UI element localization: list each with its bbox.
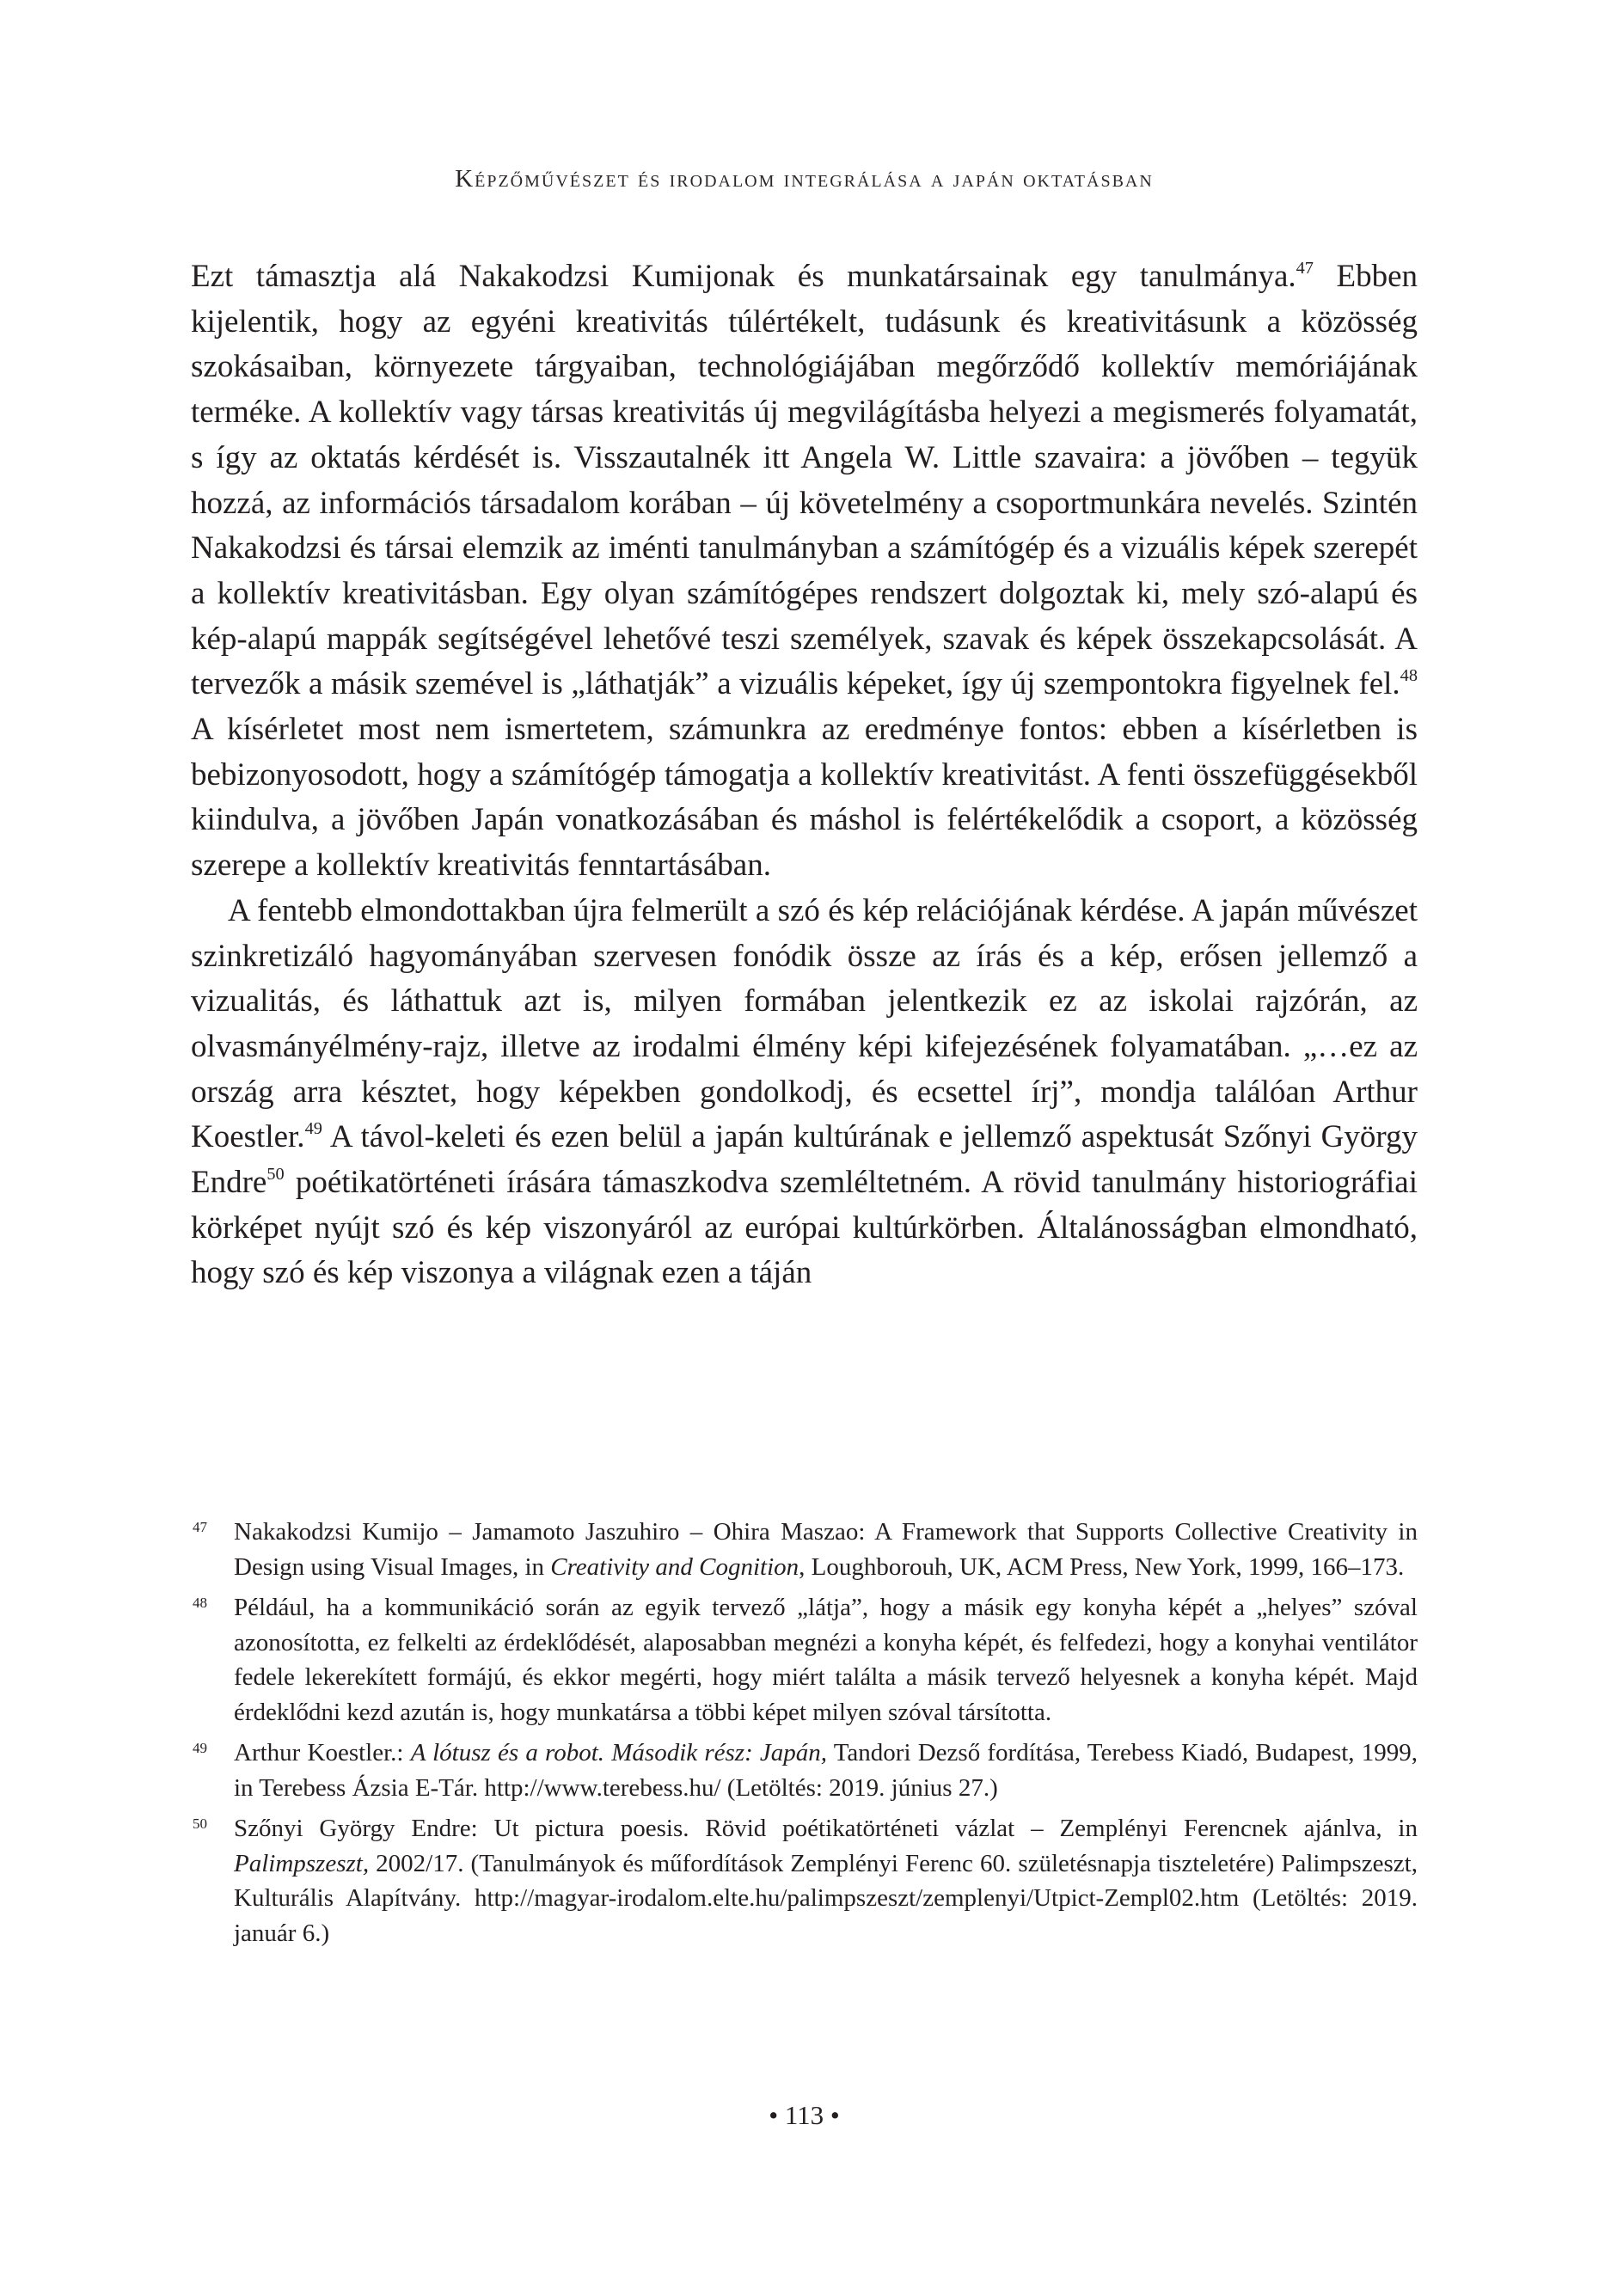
footnote-ref-50[interactable]: 50 (266, 1164, 285, 1184)
footnote-text: Tandori Dezső fordítása, Terebess Kiadó, Budapest, 1999, in Terebess Ázsia E-Tár. http://www.terebess.hu/ (Letöltés: 2019. június 27.) (234, 1739, 1418, 1802)
footnotes (191, 1515, 1418, 1956)
page-number: • 113 • (769, 2100, 840, 2130)
body-text (191, 254, 1418, 1296)
paragraph-1-text-c: A kísérletet most nem ismertetem, számunkra az eredménye fontos: ebben a kísérletben is bebizonyosodott, hogy a számítógép támogatja a kollektív kreativitást. A fenti összefüggésekből kiindulva, a jövőben Japán vonatkozásában és máshol is felértékelődik a csoport, a közösség szerepe a kollektív kreativitás fenntartásában. (191, 712, 1418, 884)
footnote-text: Szőnyi György Endre: Ut pictura poesis. Rövid poétikatörténeti vázlat – Zemplényi Ferencnek ajánlva, in (234, 1815, 1418, 1842)
footnote-47 (191, 1515, 1418, 1584)
footnote-ref-47[interactable]: 47 (1296, 258, 1314, 278)
footnote-title: Creativity and Cognition (550, 1552, 799, 1581)
footnote-48 (191, 1590, 1418, 1730)
footnote-number: 50 (193, 1815, 207, 1832)
paragraph-1 (191, 254, 1418, 889)
footnote-text: Például, ha a kommunikáció során az egyik tervező „látja”, hogy a másik egy konyha képét a „helyes” szóval azonosította, ez felkelti az érdeklődését, alaposabban megnézi a konyha képét, és felfedezi, hogy a konyhai ventilátor fedele lekerekített formájú, és ekkor megérti, hogy miért találta a másik tervező helyesnek a konyha képét. Majd érdeklődni kezd azután is, hogy munkatársa a többi képet milyen szóval társította. (234, 1594, 1418, 1726)
footnote-text: 2002/17. (Tanulmányok és műfordítások Zemplényi Ferenc 60. születésnapja tiszteletére) Palimpszeszt, Kulturális Alapítvány. http://magyar-irodalom.elte.hu/palimpszeszt/zemplenyi/Utpict-Zempl02.htm (Letöltés: 2019. január 6.) (234, 1849, 1418, 1947)
footnote-title: Palimpszeszt, (234, 1849, 370, 1877)
footnote-ref-49[interactable]: 49 (304, 1119, 322, 1139)
footnote-text: , Loughborouh, UK, ACM Press, New York, 1999, 166–173. (799, 1552, 1405, 1581)
paragraph-2-text-a: A fentebb elmondottakban újra felmerült a szó és kép relációjának kérdése. A japán művészet szinkretizáló hagyományában szervesen fonódik össze az írás és a kép, erősen jellemző a vizualitás, és láthattuk azt is, milyen formában jelentkezik ez az iskolai rajzórán, az olvasmányélmény-rajz, illetve az irodalmi élmény képi kifejezésének folyamatában. „…ez az ország arra késztet, hogy képekben gondolkodj, és ecsettel írj”, mondja találóan Arthur Koestler. (191, 892, 1418, 1155)
footnote-49 (191, 1736, 1418, 1805)
paragraph-2 (191, 889, 1418, 1296)
footnote-number: 48 (193, 1595, 207, 1611)
running-head: Képzőművészet és irodalom integrálása a japán oktatásban (455, 165, 1154, 193)
footnote-ref-48[interactable]: 48 (1400, 666, 1418, 686)
paragraph-1-text-b: Ebben kijelentik, hogy az egyéni kreativitás túlértékelt, tudásunk és kreativitásunk a közösség szokásaiban, környezete tárgyaiban, technológiájában megőrződő kollektív memóriájának terméke. A kollektív vagy társas kreativitás új megvilágításba helyezi a megismerés folyamatát, s így az oktatás kérdését is. Visszautalnék itt Angela W. Little szavaira: a jövőben – tegyük hozzá, az információs társadalom korában – új követelmény a csoportmunkára nevelés. Szintén Nakakodzsi és társai elemzik az iménti tanulmányban a számítógép és a vizuális képek szerepét a kollektív kreativitásban. Egy olyan számítógépes rendszert dolgoztak ki, mely szó-alapú és kép-alapú mappák segítségével lehetővé teszi személyek, szavak és képek összekapcsolását. A tervezők a másik szemével is „láthatják” a vizuális képeket, így új szempontokra figyelnek fel. (191, 259, 1418, 702)
footnote-50 (191, 1811, 1418, 1950)
footnote-text: Arthur Koestler.: (234, 1739, 411, 1766)
paragraph-1-text-a: Ezt támasztja alá Nakakodzsi Kumijonak és munkatársainak egy tanulmánya. (191, 259, 1296, 294)
footnote-number: 47 (193, 1519, 207, 1535)
footnote-text: Nakakodzsi Kumijo – Jamamoto Jaszuhiro – Ohira Maszao: A Framework that Supports Collective Creativity in Design using Visual Images, in (234, 1518, 1418, 1581)
footnote-number: 49 (193, 1740, 207, 1756)
paragraph-2-text-b: A távol-keleti és ezen belül a japán kultúrának e jellemző aspektusát Szőnyi György Endre (191, 1119, 1418, 1201)
footnote-title: A lótusz és a robot. Második rész: Japán, (410, 1739, 828, 1766)
paragraph-2-text-c: poétikatörténeti írására támaszkodva szemléltetném. A rövid tanulmány historiográfiai körképet nyújt szó és kép viszonyáról az európai kultúrkörben. Általánosságban elmondható, hogy szó és kép viszonya a világnak ezen a táján (191, 1165, 1418, 1291)
